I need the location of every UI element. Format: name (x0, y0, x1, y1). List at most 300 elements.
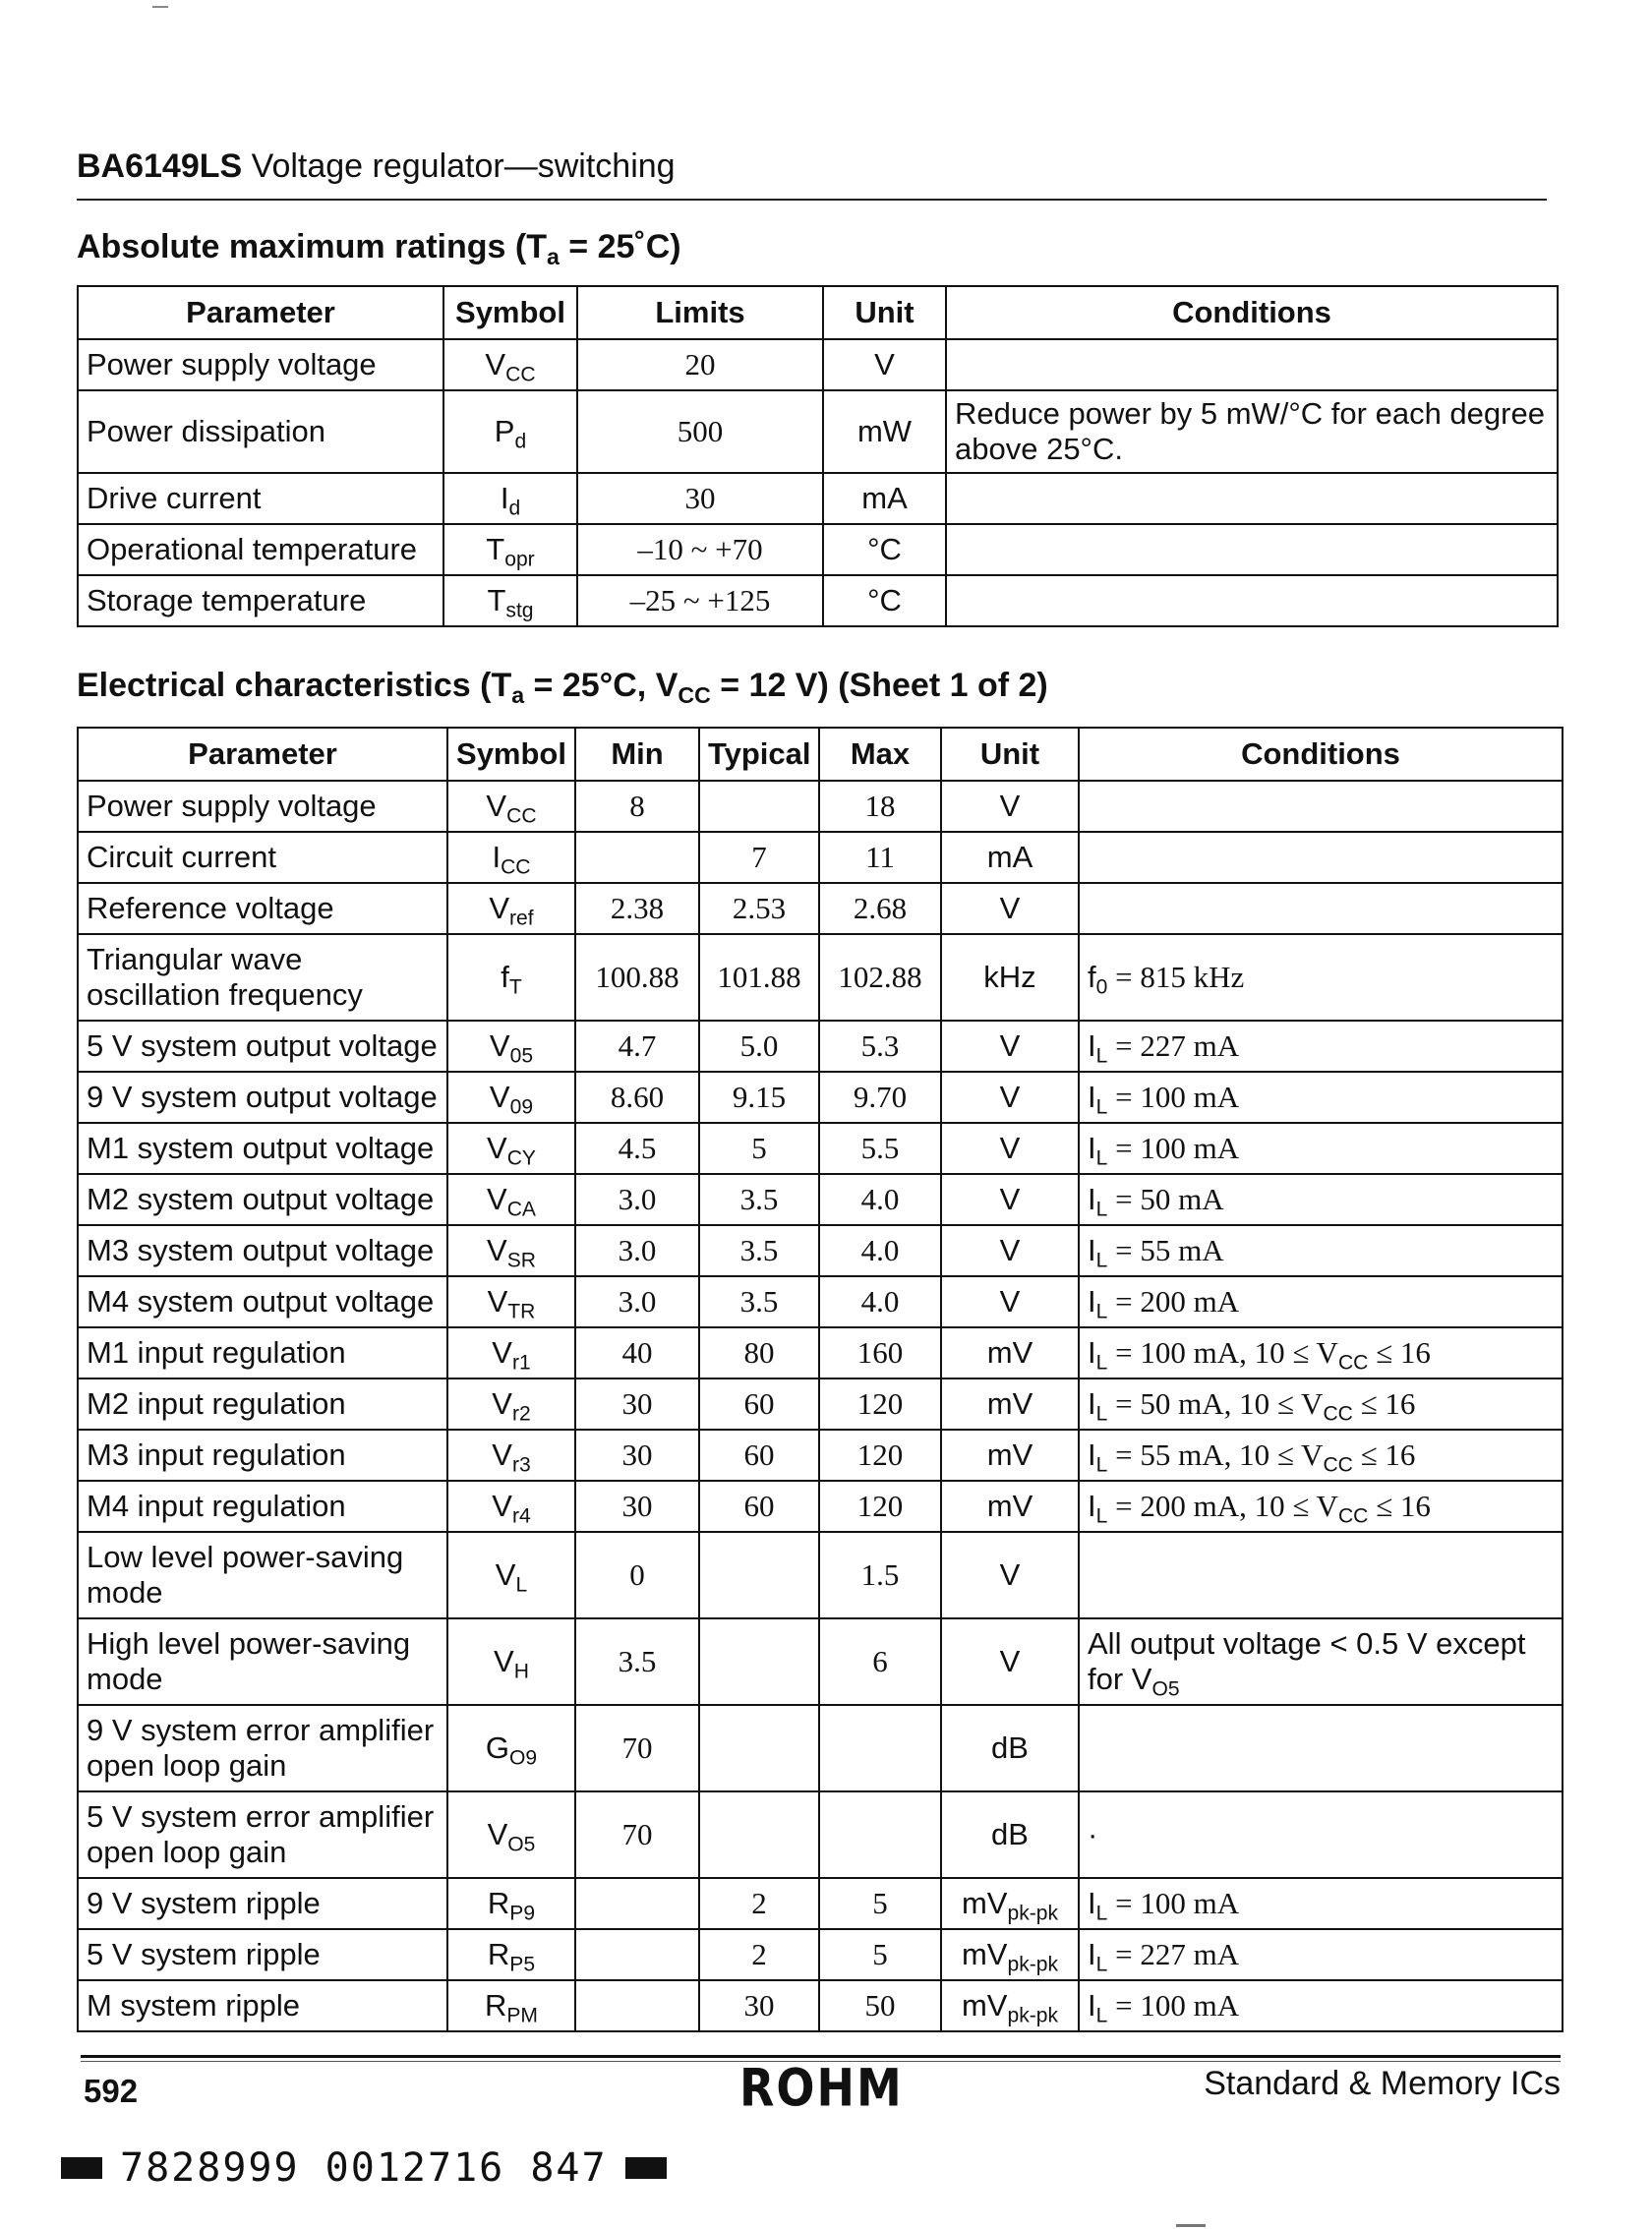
condition-subscript: O5 (1151, 1677, 1180, 1701)
symbol-subscript: stg (505, 599, 534, 622)
symbol-cell (447, 1618, 575, 1705)
unit: V (999, 891, 1021, 925)
unit-cell: mW (823, 390, 946, 473)
table-row (78, 1174, 1563, 1225)
rohm-logo: ROHM (739, 2056, 904, 2119)
symbol-cell (447, 1430, 575, 1481)
typical-cell: 60 (699, 1378, 819, 1430)
unit-cell: V (823, 339, 946, 390)
column-header: Unit (941, 728, 1079, 781)
symbol-cell (447, 1532, 575, 1618)
parameter-cell: 5 V system output voltage (78, 1021, 447, 1072)
condition-text: · (1088, 1817, 1098, 1851)
ratings-header-row (78, 286, 1558, 339)
conditions-cell (1079, 1481, 1563, 1532)
unit: mV (961, 1886, 1008, 1920)
column-header: Max (819, 728, 941, 781)
min-cell: 100.88 (575, 934, 699, 1021)
typical-cell: 2 (699, 1878, 819, 1929)
parameter-cell: Drive current (78, 473, 443, 524)
symbol-subscript: TR (507, 1300, 536, 1323)
table-row (78, 1072, 1563, 1123)
table-row (78, 1378, 1563, 1430)
unit-cell (941, 883, 1079, 934)
min-cell (575, 1929, 699, 1980)
max-cell: 5.3 (819, 1021, 941, 1072)
conditions-cell (1079, 1929, 1563, 1980)
condition-text: I (1088, 1335, 1096, 1370)
symbol-subscript: T (508, 975, 522, 999)
symbol-subscript: H (513, 1660, 529, 1683)
min-cell: 4.7 (575, 1021, 699, 1072)
condition-text: = 227 mA (1107, 1028, 1240, 1063)
symbol-subscript: P9 (509, 1902, 536, 1925)
condition-text: = 100 mA, 10 ≤ V (1107, 1335, 1338, 1370)
conditions-cell (1079, 1378, 1563, 1430)
min-cell: 30 (575, 1430, 699, 1481)
unit-cell (941, 1929, 1079, 1980)
symbol-subscript: r2 (511, 1402, 531, 1426)
max-cell: 4.0 (819, 1174, 941, 1225)
symbol-cell (447, 1929, 575, 1980)
parameter-cell: 9 V system ripple (78, 1878, 447, 1929)
symbol-cell (443, 390, 577, 473)
condition-text: I (1088, 1284, 1096, 1319)
table-row (78, 1791, 1563, 1878)
condition-subscript: L (1095, 2004, 1108, 2027)
column-header: Symbol (447, 728, 575, 781)
symbol-cell (443, 524, 577, 575)
max-cell (819, 1705, 941, 1791)
condition-subscript: L (1095, 1402, 1108, 1426)
unit-cell (941, 1430, 1079, 1481)
condition-text: I (1088, 1080, 1096, 1114)
condition-subscript: L (1095, 1453, 1108, 1477)
symbol-cell (447, 1174, 575, 1225)
max-cell: 120 (819, 1481, 941, 1532)
page-header (77, 147, 676, 186)
conditions-cell: Reduce power by 5 mW/°C for each degree above 25°C. (946, 390, 1558, 473)
symbol-subscript: CC (505, 363, 536, 386)
symbol-cell (443, 473, 577, 524)
parameter-cell: High level power-saving mode (78, 1618, 447, 1705)
unit: kHz (983, 960, 1036, 994)
condition-text: I (1088, 1437, 1096, 1472)
table-row (78, 473, 1558, 524)
limits-cell: 500 (577, 390, 823, 473)
symbol-cell (447, 1791, 575, 1878)
min-cell (575, 832, 699, 883)
unit: mV (986, 1335, 1033, 1370)
typical-cell: 7 (699, 832, 819, 883)
typical-cell: 9.15 (699, 1072, 819, 1123)
conditions-cell (1079, 1174, 1563, 1225)
parameter-cell: Reference voltage (78, 883, 447, 934)
condition-text: All output voltage < 0.5 V except for V (1088, 1626, 1526, 1696)
symbol-subscript: d (514, 430, 527, 453)
table-row (78, 781, 1563, 832)
unit-cell (941, 1072, 1079, 1123)
conditions-cell (1079, 1705, 1563, 1791)
symbol: V (495, 1557, 516, 1592)
unit: mV (961, 1937, 1008, 1971)
part-description: Voltage regulator—switching (251, 147, 676, 185)
symbol-subscript: SR (506, 1249, 536, 1272)
conditions-cell (1079, 1021, 1563, 1072)
symbol-subscript: r1 (511, 1351, 531, 1375)
parameter-cell: 5 V system ripple (78, 1929, 447, 1980)
symbol-cell (447, 934, 575, 1021)
symbol: P (494, 414, 515, 448)
symbol-cell (447, 1276, 575, 1327)
symbol-subscript: CC (506, 804, 537, 828)
unit-cell: °C (823, 575, 946, 626)
symbol-cell (447, 1481, 575, 1532)
symbol-subscript: opr (504, 548, 535, 571)
conditions-cell (946, 339, 1558, 390)
conditions-cell (1079, 934, 1563, 1021)
condition-text: = 55 mA (1107, 1233, 1224, 1267)
unit-cell (941, 1378, 1079, 1430)
condition-text: = 200 mA (1107, 1284, 1240, 1319)
symbol-cell (447, 1378, 575, 1430)
column-header: Limits (577, 286, 823, 339)
unit-cell (941, 781, 1079, 832)
symbol: V (487, 1182, 507, 1216)
conditions-cell (1079, 1327, 1563, 1378)
condition-subscript: L (1095, 1300, 1108, 1323)
typical-cell: 3.5 (699, 1276, 819, 1327)
table-row (78, 1430, 1563, 1481)
table-row (78, 883, 1563, 934)
unit-subscript: pk-pk (1007, 1953, 1059, 1976)
condition-subscript: L (1095, 1198, 1108, 1221)
table-row (78, 1878, 1563, 1929)
unit-subscript: pk-pk (1007, 2004, 1059, 2027)
symbol: V (485, 347, 506, 381)
symbol: R (487, 1937, 510, 1971)
footer-category: Standard & Memory ICs (1204, 2065, 1561, 2102)
page-number: 592 (84, 2073, 139, 2109)
unit: mA (986, 840, 1033, 874)
condition-text: = 50 mA (1107, 1182, 1224, 1216)
max-cell: 5.5 (819, 1123, 941, 1174)
typical-cell (699, 1532, 819, 1618)
min-cell: 3.0 (575, 1225, 699, 1276)
unit-cell (941, 832, 1079, 883)
unit: V (999, 1080, 1021, 1114)
table-row (78, 1276, 1563, 1327)
symbol: T (487, 583, 506, 617)
parameter-cell: Storage temperature (78, 575, 443, 626)
limits-cell: –10 ~ +70 (577, 524, 823, 575)
parameter-cell: Power dissipation (78, 390, 443, 473)
ratings-title: Absolute maximum ratings ($T_a$ = 25˚C) (77, 228, 681, 269)
symbol: V (486, 789, 507, 823)
min-cell: 4.5 (575, 1123, 699, 1174)
condition-text: I (1088, 1937, 1096, 1971)
column-header: Conditions (1079, 728, 1563, 781)
typical-cell: 3.5 (699, 1225, 819, 1276)
unit-cell (941, 1532, 1079, 1618)
condition-text: ≤ 16 (1368, 1489, 1431, 1523)
table-row (78, 524, 1558, 575)
conditions-cell (946, 473, 1558, 524)
condition-subscript: CC (1323, 1453, 1353, 1477)
table-row (78, 1618, 1563, 1705)
max-cell: 50 (819, 1980, 941, 2031)
bar-block-icon (625, 2157, 667, 2179)
condition-text: = 100 mA (1107, 1886, 1240, 1920)
min-cell: 2.38 (575, 883, 699, 934)
parameter-cell: Power supply voltage (78, 781, 447, 832)
min-cell: 3.0 (575, 1174, 699, 1225)
column-header: Unit (823, 286, 946, 339)
symbol-cell (447, 1225, 575, 1276)
max-cell: 1.5 (819, 1532, 941, 1618)
condition-text: ≤ 16 (1368, 1335, 1431, 1370)
conditions-cell (1079, 1225, 1563, 1276)
table-row (78, 1225, 1563, 1276)
min-cell: 8 (575, 781, 699, 832)
unit-cell (941, 1021, 1079, 1072)
unit-cell (941, 1618, 1079, 1705)
symbol: I (492, 840, 502, 874)
max-cell: 6 (819, 1618, 941, 1705)
symbol: R (484, 1988, 507, 2023)
max-cell: 160 (819, 1327, 941, 1378)
unit-cell (941, 1481, 1079, 1532)
column-header: Typical (699, 728, 819, 781)
conditions-cell (1079, 832, 1563, 883)
unit-cell (941, 1123, 1079, 1174)
conditions-cell (946, 575, 1558, 626)
conditions-cell (1079, 883, 1563, 934)
max-cell: 5 (819, 1878, 941, 1929)
condition-text: I (1088, 1182, 1096, 1216)
typical-cell: 5.0 (699, 1021, 819, 1072)
max-cell: 4.0 (819, 1276, 941, 1327)
conditions-cell (1079, 781, 1563, 832)
symbol-cell (447, 1123, 575, 1174)
symbol: V (494, 1644, 514, 1678)
condition-text: I (1088, 1131, 1096, 1165)
symbol: V (492, 1335, 512, 1370)
symbol-cell (443, 339, 577, 390)
max-cell: 11 (819, 832, 941, 883)
min-cell: 8.60 (575, 1072, 699, 1123)
conditions-cell (946, 524, 1558, 575)
min-cell (575, 1980, 699, 2031)
parameter-cell: 9 V system output voltage (78, 1072, 447, 1123)
column-header: Min (575, 728, 699, 781)
typical-cell: 101.88 (699, 934, 819, 1021)
unit: V (999, 1233, 1021, 1267)
unit-cell (941, 1705, 1079, 1791)
conditions-cell (1079, 1980, 1563, 2031)
symbol-subscript: ref (509, 907, 534, 930)
parameter-cell: 5 V system error amplifier open loop gain (78, 1791, 447, 1878)
max-cell: 9.70 (819, 1072, 941, 1123)
max-cell: 5 (819, 1929, 941, 1980)
limits-cell: 20 (577, 339, 823, 390)
symbol: V (489, 1028, 510, 1063)
conditions-cell (1079, 1878, 1563, 1929)
condition-text: I (1088, 1886, 1096, 1920)
typical-cell (699, 781, 819, 832)
table-row (78, 1532, 1563, 1618)
column-header: Parameter (78, 286, 443, 339)
table-row (78, 832, 1563, 883)
symbol-subscript: CC (501, 855, 531, 879)
symbol-subscript: PM (506, 2004, 538, 2027)
symbol-subscript: 05 (509, 1044, 534, 1068)
condition-text: = 100 mA (1107, 1988, 1240, 2023)
table-row (78, 1021, 1563, 1072)
condition-text: I (1088, 1988, 1096, 2023)
parameter-cell: M3 system output voltage (78, 1225, 447, 1276)
max-cell: 18 (819, 781, 941, 832)
condition-subscript: L (1095, 1146, 1108, 1170)
parameter-cell: 9 V system error amplifier open loop gain (78, 1705, 447, 1791)
symbol-cell (447, 781, 575, 832)
bar-block-icon (61, 2157, 102, 2179)
typical-cell (699, 1618, 819, 1705)
table-row (78, 1929, 1563, 1980)
conditions-cell (1079, 1430, 1563, 1481)
condition-text: = 55 mA, 10 ≤ V (1107, 1437, 1324, 1472)
symbol: V (487, 1817, 508, 1851)
unit-cell (941, 934, 1079, 1021)
condition-subscript: L (1095, 1953, 1108, 1976)
parameter-cell: Low level power-saving mode (78, 1532, 447, 1618)
table-row (78, 934, 1563, 1021)
symbol-cell (447, 883, 575, 934)
unit: V (999, 1557, 1021, 1592)
conditions-cell (1079, 1123, 1563, 1174)
symbol-cell (447, 832, 575, 883)
conditions-cell (1079, 1072, 1563, 1123)
symbol: V (487, 1284, 508, 1319)
scan-mark (152, 6, 168, 8)
symbol: G (485, 1730, 509, 1765)
symbol: V (487, 1233, 507, 1267)
symbol: V (489, 1080, 510, 1114)
symbol: f (501, 960, 509, 994)
column-header: Symbol (443, 286, 577, 339)
symbol: V (487, 1131, 507, 1165)
symbol-cell (447, 1878, 575, 1929)
parameter-cell: M4 system output voltage (78, 1276, 447, 1327)
conditions-cell (1079, 1791, 1563, 1878)
typical-cell: 80 (699, 1327, 819, 1378)
unit: V (999, 1028, 1021, 1063)
parameter-cell: M3 input regulation (78, 1430, 447, 1481)
condition-text: = 815 kHz (1107, 960, 1245, 994)
parameter-cell: Triangular wave oscillation frequency (78, 934, 447, 1021)
typical-cell (699, 1791, 819, 1878)
parameter-cell: M1 input regulation (78, 1327, 447, 1378)
max-cell: 2.68 (819, 883, 941, 934)
symbol: V (492, 1489, 512, 1523)
condition-text: = 227 mA (1107, 1937, 1240, 1971)
unit-cell (941, 1327, 1079, 1378)
unit: mV (986, 1437, 1033, 1472)
conditions-cell (1079, 1618, 1563, 1705)
unit: mV (986, 1489, 1033, 1523)
table-row (78, 390, 1558, 473)
symbol-subscript: CA (506, 1198, 536, 1221)
min-cell: 30 (575, 1481, 699, 1532)
symbol-cell (447, 1327, 575, 1378)
condition-text: = 50 mA, 10 ≤ V (1107, 1386, 1324, 1421)
conditions-cell (1079, 1276, 1563, 1327)
unit-cell (941, 1174, 1079, 1225)
typical-cell: 60 (699, 1430, 819, 1481)
min-cell: 40 (575, 1327, 699, 1378)
unit: mV (961, 1988, 1008, 2023)
parameter-cell: M4 input regulation (78, 1481, 447, 1532)
condition-subscript: CC (1337, 1351, 1369, 1375)
min-cell: 3.5 (575, 1618, 699, 1705)
unit-cell (941, 1791, 1079, 1878)
condition-subscript: CC (1323, 1402, 1353, 1426)
min-cell: 0 (575, 1532, 699, 1618)
parameter-cell: Circuit current (78, 832, 447, 883)
unit-cell: °C (823, 524, 946, 575)
condition-text: ≤ 16 (1352, 1437, 1416, 1472)
typical-cell: 2.53 (699, 883, 819, 934)
condition-subscript: CC (1337, 1504, 1369, 1528)
electrical-table (77, 727, 1564, 2032)
limits-cell: 30 (577, 473, 823, 524)
condition-subscript: L (1095, 1351, 1108, 1375)
table-row (78, 1327, 1563, 1378)
parameter-cell: M system ripple (78, 1980, 447, 2031)
parameter-cell: M2 input regulation (78, 1378, 447, 1430)
table-row (78, 575, 1558, 626)
symbol-cell (447, 1980, 575, 2031)
part-number: BA6149LS (77, 147, 243, 185)
unit: V (999, 1284, 1021, 1319)
unit-cell (941, 1276, 1079, 1327)
condition-text: = 100 mA (1107, 1080, 1240, 1114)
unit: dB (991, 1817, 1029, 1851)
condition-subscript: L (1095, 1095, 1108, 1119)
unit-cell (941, 1878, 1079, 1929)
symbol: R (487, 1886, 510, 1920)
scan-mark (1176, 2224, 1206, 2227)
symbol-cell (447, 1705, 575, 1791)
condition-subscript: 0 (1095, 975, 1108, 999)
min-cell: 3.0 (575, 1276, 699, 1327)
condition-subscript: L (1095, 1902, 1108, 1925)
conditions-cell (1079, 1532, 1563, 1618)
min-cell: 30 (575, 1378, 699, 1430)
symbol: V (492, 1437, 512, 1472)
table-row (78, 1123, 1563, 1174)
symbol: I (500, 481, 509, 515)
typical-cell: 60 (699, 1481, 819, 1532)
typical-cell: 30 (699, 1980, 819, 2031)
typical-cell: 3.5 (699, 1174, 819, 1225)
unit: dB (991, 1730, 1029, 1765)
typical-cell: 2 (699, 1929, 819, 1980)
header-divider (77, 199, 1547, 201)
electrical-title: Electrical characteristics ($T_a = 25^\circ C$, $V_{CC} = 12$ V) (Sheet 1 of 2) (77, 667, 1048, 708)
limits-cell: –25 ~ +125 (577, 575, 823, 626)
condition-text: I (1088, 1233, 1096, 1267)
